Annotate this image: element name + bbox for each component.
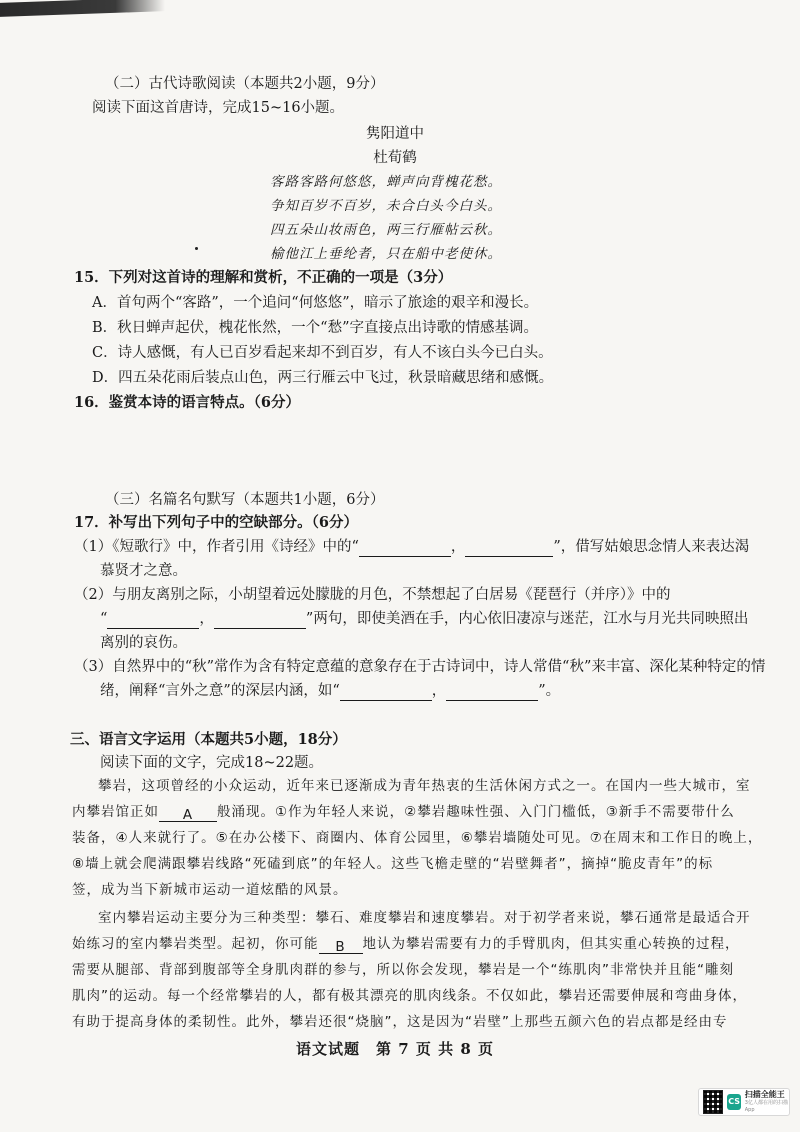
page-footer: 语文试题 第 7 页 共 8 页 (296, 1040, 494, 1058)
poem-line: 四五朵山妆雨色，两三行雁帖云秋。 (270, 222, 502, 238)
answer-blank[interactable] (107, 612, 199, 629)
passage-para1-line3: 装备，④人来就行了。⑤在办公楼下、商圈内、体育公园里，⑥攀岩墙随处可见。⑦在周末和工作日的晚上， (72, 830, 763, 846)
comma: ， (450, 539, 466, 555)
poem-line: 榆他江上垂纶者，只在船中老使休。 (270, 246, 502, 262)
open-quote: “ (100, 611, 108, 627)
q17-part2-line2 (100, 609, 748, 629)
blank-b[interactable]: B (319, 937, 363, 954)
passage-para2-line3: 需要从腿部、背部到腹部等全身肌肉群的参与，所以你会发现，攀岩是一个“练肌肉”非常快并且能“雕刻 (72, 962, 734, 978)
q17-part2-line3: 离别的哀伤。 (100, 635, 187, 651)
scanner-watermark-badge (698, 1088, 790, 1116)
passage-para2-line4: 肌肉”的运动。每一个经常攀岩的人，都有极其漂亮的肌肉线条。不仅如此，攀岩还需要伸展和弯曲身体， (72, 988, 747, 1004)
q15-option-a: A．首句两个“客路”，一个追问“何悠悠”，暗示了旅途的艰辛和漫长。 (92, 295, 539, 311)
q17-part2-text-cont: ”两句，即使美酒在手，内心依旧凄凉与迷茫，江水与月光共同映照出 (305, 611, 749, 627)
camscanner-logo-icon: CS (727, 1094, 740, 1110)
passage-para2-line1: 室内攀岩运动主要分为三种类型：攀石、难度攀岩和速度攀岩。对于初学者来说，攀石通常是最适合开 (98, 910, 751, 926)
passage-text: 地认为攀岩需要有力的手臂肌肉，但其实重心转换的过程， (362, 936, 740, 952)
passage-para2-line2 (72, 934, 740, 954)
passage-para1-line5: 签，成为当下新城市运动一道炫酷的风景。 (72, 882, 348, 898)
passage-para1-line1: 攀岩，这项曾经的小众运动，近年来已逐渐成为青年热衷的生活休闲方式之一。在国内一些大城市，室 (98, 778, 751, 794)
badge-title: 扫描全能王 (744, 1090, 785, 1099)
q17-part1-text: （1）《短歌行》中，作者引用《诗经》中的“ (74, 539, 359, 555)
stray-dot (195, 247, 198, 250)
question-17-stem: 17．补写出下列句子中的空缺部分。（6分） (74, 514, 359, 531)
blank-a[interactable]: A (159, 805, 217, 822)
qr-code-icon (703, 1090, 723, 1114)
badge-subtitle: 3亿人都在用的扫描App (744, 1100, 788, 1113)
section-heading-recitation: （三）名篇名句默写（本题共1小题，6分） (105, 492, 385, 508)
poem-author: 杜荀鹤 (373, 150, 417, 166)
answer-blank[interactable] (465, 540, 553, 557)
q15-option-c: C．诗人感慨，有人已百岁看起来却不到百岁，有人不该白头今已白头。 (92, 345, 553, 361)
scan-edge-mark (0, 0, 165, 17)
q17-part2-line1: （2）与朋友离别之际，小胡望着远处朦胧的月色，不禁想起了白居易《琵琶行（并序）》中的 (74, 587, 671, 603)
section-heading-poetry: （二）古代诗歌阅读（本题共2小题，9分） (105, 76, 385, 92)
poem-line: 争知百岁不百岁，未合白头今白头。 (270, 198, 502, 214)
q17-part3-text: 绪，阐释“言外之意”的深层内涵，如“ (100, 683, 340, 699)
poem-line: 客路客路何悠悠，蝉声向背槐花愁。 (270, 174, 502, 190)
question-16-stem: 16．鉴赏本诗的语言特点。（6分） (74, 394, 301, 411)
passage-text: 始练习的室内攀岩类型。起初，你可能 (72, 936, 319, 952)
question-15-stem: 15．下列对这首诗的理解和赏析，不正确的一项是（3分） (74, 269, 453, 286)
part3-heading: 三、语言文字运用（本题共5小题，18分） (70, 731, 347, 748)
q15-option-b: B．秋日蝉声起伏，槐花怅然，一个“愁”字直接点出诗歌的情感基调。 (92, 320, 538, 336)
answer-blank[interactable] (359, 540, 451, 557)
poetry-instruction: 阅读下面这首唐诗，完成15~16小题。 (92, 100, 345, 116)
part3-instruction: 阅读下面的文字，完成18~22题。 (100, 755, 324, 771)
close-quote: ”。 (538, 683, 561, 699)
passage-text: 内攀岩馆正如 (72, 804, 159, 820)
q17-part3-line2 (100, 681, 560, 701)
passage-para2-line5: 有助于提高身体的柔韧性。此外，攀岩还很“烧脑”，这是因为“岩壁”上那些五颜六色的岩点都是经由专 (72, 1014, 728, 1030)
q17-part1-text-cont: ”，借写姑娘思念情人来表达渴 (553, 539, 750, 555)
passage-para1-line2 (72, 802, 735, 822)
passage-text: 般涌现。①作为年轻人来说，②攀岩趣味性强、入门门槛低，③新手不需要带什么 (217, 804, 735, 820)
q15-option-d: D．四五朵花雨后装点山色，两三行雁云中飞过，秋景暗藏思绪和感慨。 (92, 370, 554, 386)
answer-blank[interactable] (446, 684, 538, 701)
q17-part1-line1 (74, 537, 749, 557)
q17-part3-line1: （3）自然界中的“秋”常作为含有特定意蕴的意象存在于古诗词中，诗人常借“秋”来丰富、深化某种特定的情 (74, 659, 766, 675)
answer-blank[interactable] (214, 612, 306, 629)
comma: ， (199, 611, 214, 627)
passage-para1-line4: ⑧墙上就会爬满跟攀岩线路“死磕到底”的年轻人。这些飞檐走壁的“岩壁舞者”，摘掉“脆皮青年”的标 (72, 856, 714, 872)
comma: ， (431, 683, 447, 699)
answer-blank[interactable] (340, 684, 432, 701)
badge-text (745, 1090, 789, 1114)
q17-part1-line2: 慕贤才之意。 (100, 563, 187, 579)
poem-title: 隽阳道中 (366, 126, 424, 142)
